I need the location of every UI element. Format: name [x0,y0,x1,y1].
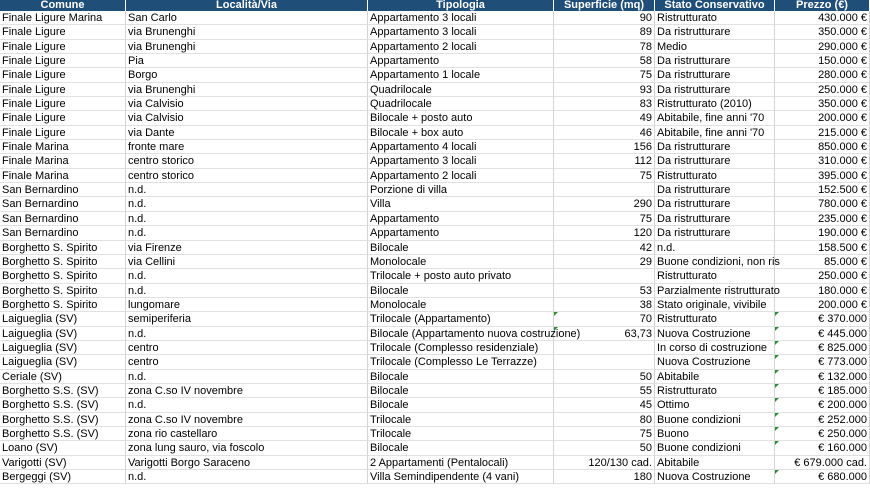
cell-prezzo[interactable]: € 370.000 [775,312,870,326]
cell-stato[interactable]: Nuova Costruzione [655,355,775,369]
cell-localita[interactable]: Pia [126,54,368,68]
table-row [0,154,870,168]
cell-prezzo[interactable]: € 445.000 [775,327,870,341]
table-row [0,197,870,211]
cell-prezzo[interactable]: € 185.000 [775,384,870,398]
cell-comune[interactable]: Borghetto S. Spirito [0,284,126,298]
cell-superficie[interactable]: 29 [554,255,655,269]
cell-prezzo[interactable]: € 250.000 [775,427,870,441]
table-row [0,212,870,226]
table-row [0,126,870,140]
cell-tipologia[interactable]: Appartamento [368,226,554,240]
cell-stato[interactable]: Da ristrutturare [655,183,775,197]
table-row [0,83,870,97]
cell-comune[interactable]: Borghetto S.S. (SV) [0,398,126,412]
cell-superficie[interactable]: 45 [554,398,655,412]
cell-tipologia[interactable]: Bilocale [368,370,554,384]
cell-prezzo[interactable]: 235.000 € [775,212,870,226]
cell-comune[interactable]: San Bernardino [0,212,126,226]
table-body [0,11,870,484]
cell-stato[interactable]: Stato originale, vivibile [655,298,775,312]
cell-stato[interactable]: Da ristrutturare [655,197,775,211]
cell-superficie[interactable]: 89 [554,25,655,39]
cell-superficie[interactable]: 49 [554,111,655,125]
table-row [0,355,870,369]
cell-comune[interactable]: Laigueglia (SV) [0,312,126,326]
cell-prezzo[interactable]: 200.000 € [775,111,870,125]
cell-localita[interactable]: n.d. [126,470,368,484]
cell-superficie[interactable]: 83 [554,97,655,111]
cell-prezzo[interactable]: 180.000 € [775,284,870,298]
cell-localita[interactable]: via Calvisio [126,111,368,125]
cell-prezzo[interactable]: 190.000 € [775,226,870,240]
cell-prezzo[interactable]: 250.000 € [775,83,870,97]
header-row [0,0,870,11]
cell-superficie[interactable]: 78 [554,40,655,54]
cell-comune[interactable]: Borghetto S. Spirito [0,255,126,269]
cell-comune[interactable]: Finale Ligure [0,25,126,39]
cell-superficie[interactable]: 55 [554,384,655,398]
cell-stato[interactable]: Da ristrutturare [655,25,775,39]
cell-superficie[interactable]: 120/130 cad. [554,456,655,470]
cell-superficie[interactable]: 112 [554,154,655,168]
cell-comune[interactable]: Borghetto S. Spirito [0,241,126,255]
table-row [0,40,870,54]
table-row [0,398,870,412]
cell-stato[interactable]: Parzialmente ristrutturato [657,284,780,297]
table-row [0,427,870,441]
cell-prezzo[interactable]: 395.000 € [775,169,870,183]
cell-localita[interactable]: n.d. [126,212,368,226]
cell-superficie[interactable]: 75 [554,68,655,82]
cell-localita[interactable]: n.d. [126,327,368,341]
cell-superficie[interactable] [554,269,655,283]
cell-stato[interactable]: Abitabile, fine anni '70 [655,126,775,140]
cell-superficie[interactable]: 75 [554,169,655,183]
cell-superficie[interactable]: 63,73 [554,327,655,341]
cell-localita[interactable]: zona C.so IV novembre [126,413,368,427]
cell-superficie[interactable] [554,355,655,369]
table-row [0,413,870,427]
cell-superficie[interactable]: 156 [554,140,655,154]
cell-superficie[interactable]: 180 [554,470,655,484]
cell-comune[interactable]: Borghetto S. Spirito [0,298,126,312]
cell-tipologia[interactable]: Monolocale [368,255,554,269]
cell-prezzo[interactable]: 85.000 € [775,255,870,269]
cell-prezzo[interactable]: 350.000 € [775,97,870,111]
cell-localita[interactable]: zona rio castellaro [126,427,368,441]
cell-localita[interactable]: n.d. [126,269,368,283]
cell-localita[interactable]: San Carlo [126,11,368,25]
cell-tipologia[interactable]: Villa [368,197,554,211]
table-row [0,97,870,111]
cell-tipologia[interactable]: Trilocale (Appartamento) [368,312,554,326]
cell-stato[interactable]: Nuova Costruzione [655,327,775,341]
table-row [0,384,870,398]
cell-stato[interactable]: Buone condizioni [655,413,775,427]
cell-localita[interactable]: via Brunenghi [126,83,368,97]
cell-localita[interactable]: n.d. [126,226,368,240]
cell-localita[interactable]: centro [126,355,368,369]
cell-tipologia[interactable]: Appartamento 2 locali [368,169,554,183]
cell-localita[interactable]: via Calvisio [126,97,368,111]
header-prezzo[interactable]: Prezzo (€) [775,0,870,11]
cell-localita[interactable]: n.d. [126,197,368,211]
cell-superficie[interactable]: 93 [554,83,655,97]
cell-prezzo[interactable]: 200.000 € [775,298,870,312]
table-row [0,341,870,355]
cell-stato[interactable]: Abitabile [655,456,775,470]
header-tipologia[interactable]: Tipologia [368,0,554,11]
cell-stato[interactable]: Ristrutturato [655,11,775,25]
cell-superficie[interactable]: 290 [554,197,655,211]
cell-stato[interactable]: Da ristrutturare [655,212,775,226]
cell-stato[interactable]: Nuova Costruzione [655,470,775,484]
cell-tipologia[interactable]: Appartamento 3 locali [368,25,554,39]
table-row [0,456,870,470]
cell-localita[interactable]: Varigotti Borgo Saraceno [126,456,368,470]
cell-stato[interactable]: Ristrutturato [655,269,775,283]
cell-stato[interactable]: Buone condizioni [655,441,775,455]
cell-prezzo[interactable]: € 825.000 [775,341,870,355]
cell-prezzo[interactable]: 152.500 € [775,183,870,197]
cell-tipologia[interactable]: Quadrilocale [368,97,554,111]
table-row [0,269,870,283]
cell-stato[interactable]: Da ristrutturare [655,140,775,154]
cell-tipologia[interactable]: Quadrilocale [368,83,554,97]
cell-stato[interactable]: Da ristrutturare [655,54,775,68]
table-row [0,241,870,255]
cell-stato[interactable]: In corso di costruzione [655,341,775,355]
cell-superficie[interactable]: 46 [554,126,655,140]
cell-comune[interactable]: Finale Ligure [0,83,126,97]
cell-comune[interactable]: San Bernardino [0,183,126,197]
cell-tipologia[interactable]: Bilocale [368,384,554,398]
cell-comune[interactable]: Borghetto S.S. (SV) [0,413,126,427]
table-row [0,255,870,269]
cell-prezzo[interactable]: 250.000 € [775,269,870,283]
header-superficie[interactable]: Superficie (mq) [554,0,655,11]
cell-tipologia[interactable]: 2 Appartamenti (Pentalocali) [368,456,554,470]
cell-prezzo[interactable]: € 132.000 [775,370,870,384]
cell-prezzo[interactable]: € 200.000 [775,398,870,412]
cell-comune[interactable]: San Bernardino [0,226,126,240]
header-stato[interactable]: Stato Conservativo [655,0,775,11]
cell-prezzo[interactable]: 290.000 € [775,40,870,54]
cell-localita[interactable]: via Firenze [126,241,368,255]
cell-comune[interactable]: Borghetto S.S. (SV) [0,384,126,398]
cell-localita[interactable]: fronte mare [126,140,368,154]
table-row [0,298,870,312]
header-comune[interactable]: Comune [0,0,126,11]
cell-tipologia[interactable]: Porzione di villa [368,183,554,197]
cell-comune[interactable]: Finale Ligure [0,126,126,140]
cell-superficie[interactable]: 120 [554,226,655,240]
cell-stato[interactable]: n.d. [655,241,775,255]
cell-comune[interactable]: Finale Ligure [0,97,126,111]
table-row [0,441,870,455]
cell-superficie[interactable]: 50 [554,441,655,455]
cell-tipologia[interactable]: Bilocale + posto auto [368,111,554,125]
cell-comune[interactable]: Borghetto S.S. (SV) [0,427,126,441]
cell-tipologia[interactable]: Appartamento 4 locali [368,140,554,154]
cell-tipologia[interactable]: Appartamento 1 locale [368,68,554,82]
cell-prezzo[interactable]: € 160.000 [775,441,870,455]
cell-tipologia[interactable]: Bilocale [368,441,554,455]
cell-comune[interactable]: Borghetto S. Spirito [0,269,126,283]
cell-prezzo[interactable]: € 679.000 cad. [775,456,870,470]
cell-localita[interactable]: zona C.so IV novembre [126,384,368,398]
table-row [0,284,870,298]
cell-superficie[interactable]: 58 [554,54,655,68]
cell-prezzo[interactable]: € 680.000 [775,470,870,484]
cell-stato[interactable]: Da ristrutturare [655,83,775,97]
cell-prezzo[interactable]: 215.000 € [775,126,870,140]
cell-localita[interactable]: n.d. [126,284,368,298]
cell-tipologia[interactable]: Trilocale [368,413,554,427]
cell-stato[interactable]: Abitabile [655,370,775,384]
cell-comune[interactable]: Bergeggi (SV) [0,470,126,484]
cell-stato[interactable]: Medio [655,40,775,54]
cell-tipologia[interactable]: Bilocale (Appartamento nuova costruzione) [370,327,581,340]
table-row [0,470,870,484]
cell-localita[interactable]: lungomare [126,298,368,312]
cell-superficie[interactable]: 50 [554,370,655,384]
cell-superficie[interactable]: 38 [554,298,655,312]
cell-superficie[interactable]: 75 [554,427,655,441]
cell-tipologia[interactable]: Monolocale [368,298,554,312]
cell-comune[interactable]: Finale Marina [0,169,126,183]
cell-superficie[interactable]: 42 [554,241,655,255]
table-row [0,226,870,240]
cell-prezzo[interactable]: 850.000 € [775,140,870,154]
cell-localita[interactable]: centro storico [126,169,368,183]
cell-stato[interactable]: Da ristrutturare [655,68,775,82]
cell-comune[interactable]: San Bernardino [0,197,126,211]
cell-stato[interactable]: Abitabile, fine anni '70 [655,111,775,125]
cell-localita[interactable]: via Dante [126,126,368,140]
cell-tipologia[interactable]: Appartamento [368,54,554,68]
cell-comune[interactable]: Ceriale (SV) [0,370,126,384]
cell-prezzo[interactable]: 430.000 € [775,11,870,25]
cell-tipologia[interactable]: Trilocale (Complesso residenziale) [368,341,554,355]
table-row [0,111,870,125]
cell-localita[interactable]: n.d. [126,370,368,384]
cell-comune[interactable]: Finale Marina [0,140,126,154]
cell-stato[interactable]: Ottimo [655,398,775,412]
cell-comune[interactable]: Laigueglia (SV) [0,341,126,355]
cell-tipologia[interactable]: Trilocale + posto auto privato [368,269,554,283]
cell-localita[interactable]: Borgo [126,68,368,82]
cell-tipologia[interactable]: Bilocale [368,284,554,298]
cell-prezzo[interactable]: 350.000 € [775,25,870,39]
cell-localita[interactable]: semiperiferia [126,312,368,326]
cell-prezzo[interactable]: € 773.000 [775,355,870,369]
table-row [0,169,870,183]
cell-superficie[interactable]: 80 [554,413,655,427]
cell-tipologia[interactable]: Bilocale [368,398,554,412]
cell-stato[interactable]: Da ristrutturare [655,226,775,240]
table-row [0,54,870,68]
table-row [0,140,870,154]
table-row [0,312,870,326]
cell-stato[interactable]: Ristrutturato [655,312,775,326]
cell-comune[interactable]: Finale Ligure [0,68,126,82]
cell-stato[interactable]: Buone condizioni, non ris [657,255,780,268]
cell-localita[interactable]: via Cellini [126,255,368,269]
cell-prezzo[interactable]: 310.000 € [775,154,870,168]
cell-tipologia[interactable]: Bilocale + box auto [368,126,554,140]
cell-superficie[interactable]: 90 [554,11,655,25]
cell-tipologia[interactable]: Bilocale [368,241,554,255]
cell-comune[interactable]: Loano (SV) [0,441,126,455]
cell-prezzo[interactable]: 158.500 € [775,241,870,255]
cell-tipologia[interactable]: Appartamento 2 locali [368,40,554,54]
cell-tipologia[interactable]: Appartamento 3 locali [368,154,554,168]
cell-comune[interactable]: Laigueglia (SV) [0,355,126,369]
cell-tipologia[interactable]: Appartamento [368,212,554,226]
cell-comune[interactable]: Finale Ligure [0,54,126,68]
cell-prezzo[interactable]: 150.000 € [775,54,870,68]
cell-superficie[interactable] [554,341,655,355]
cell-stato[interactable]: Ristrutturato (2010) [655,97,775,111]
cell-comune[interactable]: Finale Ligure [0,40,126,54]
cell-localita[interactable]: zona lung sauro, via foscolo [126,441,368,455]
cell-stato[interactable]: Da ristrutturare [655,154,775,168]
table-row [0,25,870,39]
cell-tipologia[interactable]: Trilocale [368,427,554,441]
cell-localita[interactable]: via Brunenghi [126,40,368,54]
table-row [0,183,870,197]
table-row [0,68,870,82]
cell-comune[interactable]: Finale Ligure Marina [0,11,126,25]
cell-comune[interactable]: Finale Ligure [0,111,126,125]
table-row [0,327,870,341]
table-row [0,11,870,25]
cell-localita[interactable]: n.d. [126,183,368,197]
cell-superficie[interactable]: 75 [554,212,655,226]
cell-superficie[interactable]: 53 [554,284,655,298]
cell-prezzo[interactable]: 280.000 € [775,68,870,82]
cell-localita[interactable]: centro storico [126,154,368,168]
cell-tipologia[interactable]: Villa Semindipendente (4 vani) [368,470,554,484]
cell-comune[interactable]: Finale Marina [0,154,126,168]
table-row [0,370,870,384]
cell-prezzo[interactable]: 780.000 € [775,197,870,211]
cell-localita[interactable]: n.d. [126,398,368,412]
cell-superficie[interactable]: 70 [554,312,655,326]
cell-superficie[interactable] [554,183,655,197]
cell-comune[interactable]: Varigotti (SV) [0,456,126,470]
cell-localita[interactable]: centro [126,341,368,355]
cell-localita[interactable]: via Brunenghi [126,25,368,39]
cell-stato[interactable]: Ristrutturato [655,169,775,183]
header-localita[interactable]: Località/Via [126,0,368,11]
cell-stato[interactable]: Ristrutturato [655,384,775,398]
cell-prezzo[interactable]: € 252.000 [775,413,870,427]
cell-stato[interactable]: Buono [655,427,775,441]
cell-tipologia[interactable]: Appartamento 3 locali [368,11,554,25]
cell-tipologia[interactable]: Trilocale (Complesso Le Terrazze) [368,355,554,369]
cell-comune[interactable]: Laigueglia (SV) [0,327,126,341]
